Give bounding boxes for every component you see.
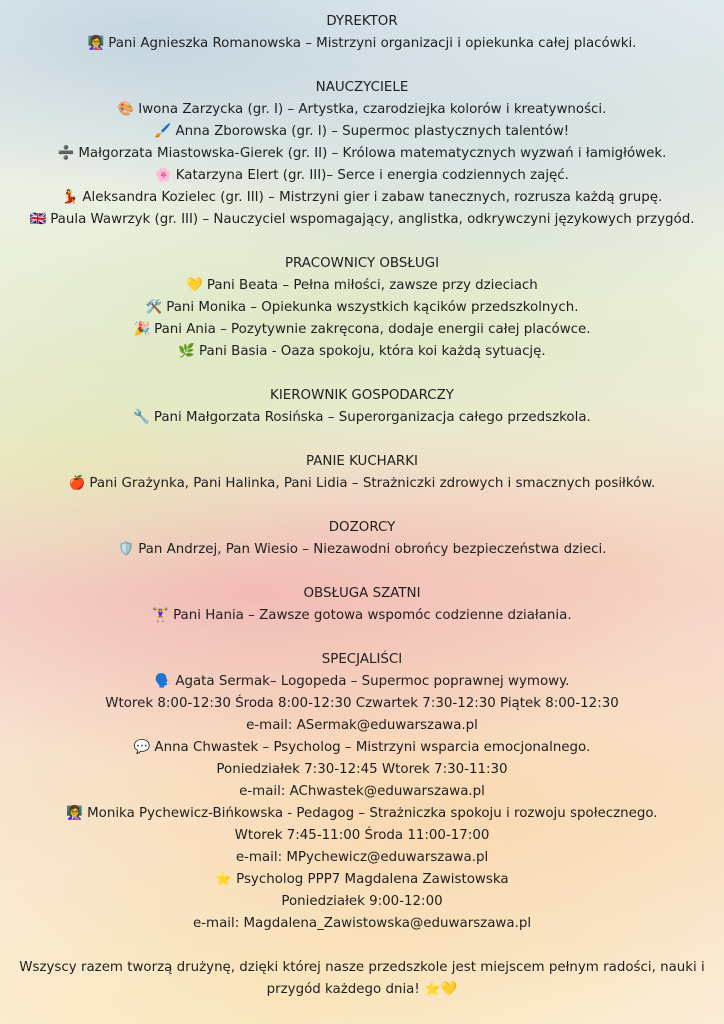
- staff-line-text: Pani Ania – Pozytywnie zakręcona, dodaje energii całej placówce.: [154, 322, 591, 337]
- staff-line-text: Iwona Zarzycka (gr. I) – Artystka, czarodziejka kolorów i kreatywności.: [138, 102, 607, 117]
- staff-line: [0, 539, 724, 561]
- section-title: DOZORCY: [328, 520, 396, 535]
- section-dyrektor: [0, 11, 724, 55]
- staff-line-text: Pani Małgorzata Rosińska – Superorganizacja całego przedszkola.: [153, 410, 591, 425]
- staff-line: [0, 275, 724, 297]
- section-title: PANIE KUCHARKI: [306, 454, 418, 469]
- staff-line-text: Anna Zborowska (gr. I) – Supermoc plastycznych talentów!: [175, 124, 570, 139]
- sections-container: [0, 11, 724, 935]
- yellow-heart-icon: 💛: [186, 278, 203, 293]
- section-title: OBSŁUGA SZATNI: [303, 586, 421, 601]
- staff-line: [0, 187, 724, 209]
- staff-line: [0, 33, 724, 55]
- staff-line-text: Aleksandra Kozielec (gr. III) – Mistrzyni gier i zabaw tanecznych, rozrusza każdą grupę.: [82, 190, 663, 205]
- staff-line-text: Pani Grażynka, Pani Halinka, Pani Lidia – Strażniczki zdrowych i smacznych posiłków.: [89, 476, 656, 491]
- section-title: PRACOWNICY OBSŁUGI: [284, 256, 440, 271]
- weightlifter-icon: 🏋️‍♀️: [152, 608, 170, 623]
- staff-line[interactable]: [0, 913, 724, 935]
- staff-line-text: Pani Monika – Opiekunka wszystkich kącików przedszkolnych.: [166, 300, 579, 315]
- staff-line-text: Pani Basia - Oaza spokoju, która koi każdą sytuację.: [199, 344, 546, 359]
- section-kierownik-gospodarczy: [0, 385, 724, 429]
- staff-line-text: e-mail: Magdalena_Zawistowska@eduwarszawa.pl: [192, 916, 532, 931]
- staff-line-text: Małgorzata Miastowska-Gierek (gr. II) – Królowa matematycznych wyzwań i łamigłówek.: [78, 146, 667, 161]
- section-title: SPECJALIŚCI: [321, 652, 403, 667]
- staff-line-text: Pani Agnieszka Romanowska – Mistrzyni organizacji i opiekunka całej placówki.: [108, 36, 637, 51]
- section-nauczyciele: [0, 77, 724, 231]
- staff-line: [0, 341, 724, 363]
- staff-line: [0, 759, 724, 781]
- section-dozorcy: [0, 517, 724, 561]
- staff-line: [0, 297, 724, 319]
- staff-line: [0, 143, 724, 165]
- staff-line: [0, 825, 724, 847]
- staff-line-text: Katarzyna Elert (gr. III)– Serce i energia codziennych zajęć.: [175, 168, 569, 183]
- apple-icon: 🍎: [68, 476, 86, 491]
- staff-line[interactable]: [0, 715, 724, 737]
- footer-message: [7, 957, 717, 1001]
- staff-line: [0, 605, 724, 627]
- staff-line: [0, 869, 724, 891]
- uk-flag-icon: 🇬🇧: [29, 212, 47, 227]
- paintbrush-icon: 🖌️: [154, 124, 172, 139]
- speech-bubble-icon: 💬: [133, 740, 151, 755]
- section-title: DYREKTOR: [326, 14, 398, 29]
- section-title: NAUCZYCIELE: [315, 80, 409, 95]
- staff-line-text: Agata Sermak– Logopeda – Supermoc poprawnej wymowy.: [175, 674, 570, 689]
- shield-icon: 🛡️: [117, 542, 135, 557]
- staff-line: [0, 121, 724, 143]
- staff-line-text: Psycholog PPP7 Magdalena Zawistowska: [236, 872, 509, 887]
- section-panie-kucharki: [0, 451, 724, 495]
- star-icon: ⭐: [215, 872, 233, 887]
- staff-line-text: Pani Hania – Zawsze gotowa wspomóc codzienne działania.: [173, 608, 572, 623]
- staff-line-text: Anna Chwastek – Psycholog – Mistrzyni wsparcia emocjonalnego.: [154, 740, 591, 755]
- staff-line-text: e-mail: AChwastek@eduwarszawa.pl: [239, 784, 485, 799]
- staff-line: [0, 693, 724, 715]
- staff-line-text: e-mail: ASermak@eduwarszawa.pl: [246, 718, 478, 733]
- staff-line-text: Poniedziałek 9:00-12:00: [281, 894, 443, 909]
- star-heart-icons: ⭐💛: [424, 982, 458, 997]
- section-specjaliści: [0, 649, 724, 935]
- staff-line: [0, 407, 724, 429]
- staff-line[interactable]: [0, 847, 724, 869]
- division-icon: ➗: [57, 146, 75, 161]
- party-popper-icon: 🎉: [133, 322, 151, 337]
- staff-line: [0, 473, 724, 495]
- staff-line[interactable]: [0, 781, 724, 803]
- footer-text: Wszyscy razem tworzą drużynę, dzięki której nasze przedszkole jest miejscem pełnym radości, nauki i przygód każdego dnia!: [19, 960, 705, 997]
- tools-icon: 🛠️: [145, 300, 163, 315]
- staff-line-text: e-mail: MPychewicz@eduwarszawa.pl: [235, 850, 489, 865]
- staff-line: [0, 671, 724, 693]
- staff-line: [17, 209, 707, 231]
- staff-line: [0, 803, 724, 825]
- staff-line: [0, 319, 724, 341]
- herb-icon: 🌿: [178, 344, 196, 359]
- staff-line-text: Wtorek 8:00-12:30 Środa 8:00-12:30 Czwartek 7:30-12:30 Piątek 8:00-12:30: [105, 696, 619, 711]
- staff-line: [0, 99, 724, 121]
- staff-line-text: Wtorek 7:45-11:00 Środa 11:00-17:00: [234, 828, 490, 843]
- section-title: KIEROWNIK GOSPODARCZY: [270, 388, 454, 403]
- teacher-icon: 👩‍🏫: [87, 36, 105, 51]
- staff-document: [0, 11, 724, 1001]
- dancer-icon: 💃: [61, 190, 79, 205]
- wrench-icon: 🔧: [133, 410, 150, 425]
- staff-line: [0, 165, 724, 187]
- staff-line-text: Paula Wawrzyk (gr. III) – Nauczyciel wspomagający, anglistka, odkrywczyni językowych przygód.: [50, 212, 695, 227]
- staff-line-text: Pan Andrzej, Pan Wiesio – Niezawodni obrońcy bezpieczeństwa dzieci.: [138, 542, 607, 557]
- palette-icon: 🎨: [117, 102, 135, 117]
- speaking-head-icon: 🗣️: [154, 674, 172, 689]
- staff-line-text: Pani Beata – Pełna miłości, zawsze przy dzieciach: [206, 278, 538, 293]
- staff-line: [0, 891, 724, 913]
- blossom-icon: 🌸: [155, 168, 172, 183]
- staff-line-text: Monika Pychewicz-Bińkowska - Pedagog – Strażniczka spokoju i rozwoju społecznego.: [87, 806, 658, 821]
- section-obsługa-szatni: [0, 583, 724, 627]
- staff-line: [0, 737, 724, 759]
- section-pracownicy-obsługi: [0, 253, 724, 363]
- teacher-icon: 👩‍🏫: [66, 806, 84, 821]
- staff-line-text: Poniedziałek 7:30-12:45 Wtorek 7:30-11:30: [216, 762, 508, 777]
